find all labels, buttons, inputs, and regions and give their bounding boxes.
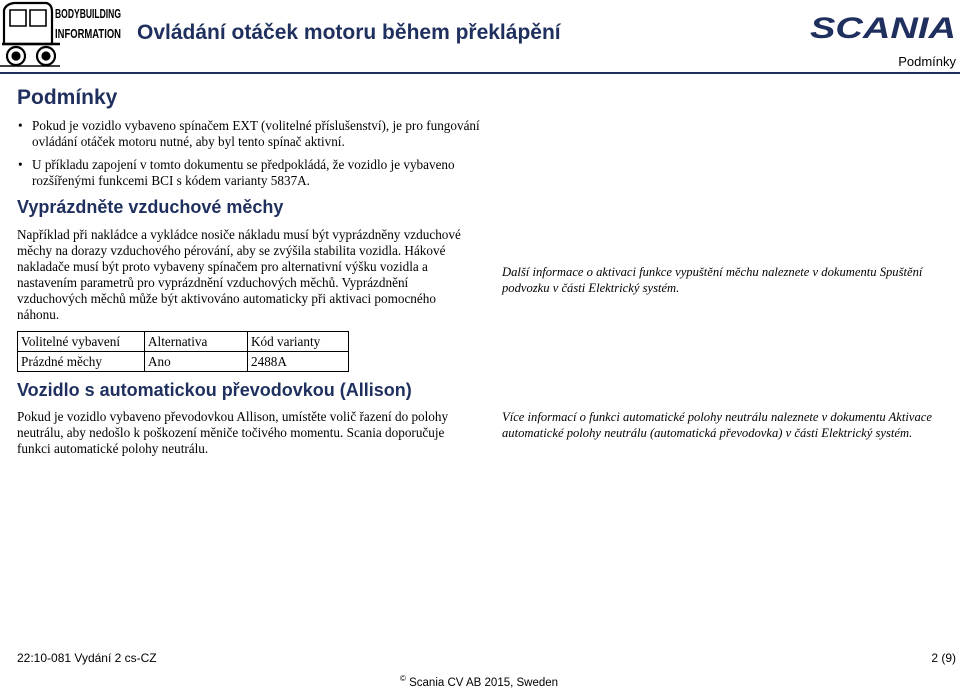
options-table	[17, 331, 349, 372]
truck-logo-icon	[0, 3, 60, 66]
table-cell: Prázdné měchy	[18, 352, 145, 372]
logo-line1: BODYBUILDING	[55, 6, 121, 21]
scania-logo-text: SCANIA	[810, 12, 956, 45]
scania-logo-icon	[810, 12, 958, 45]
allison-heading: Vozidlo s automatickou převodovkou (Allison)	[17, 380, 412, 400]
air-bellows-text: Například při nakládce a vykládce nosiče nákladu musí být vyprázdněny vzduchové měchy na dorazy vzduchového pérování, aby se zvýšila stabilita vozidla. Hákové nakladače musí být proto vybaveny spínačem pro alternativní výšku vozidla a nastavením parametrů pro vyprázdnění vzduchových měchů. Vyprázdnění vzduchových měchů může být aktivováno automaticky při aktivaci pomocného náhonu.	[17, 227, 461, 322]
table-cell: 2488A	[248, 352, 349, 372]
document-title: Ovládání otáček motoru během překlápění	[137, 21, 561, 44]
table-row	[18, 352, 349, 372]
table-header-cell: Volitelné vybavení	[18, 332, 145, 352]
header-divider	[0, 72, 960, 74]
copyright-symbol: ©	[400, 674, 406, 683]
page-number: 2 (9)	[931, 651, 956, 665]
conditions-heading: Podmínky	[17, 86, 118, 109]
conditions-list	[17, 118, 487, 196]
table-header-cell: Kód varianty	[248, 332, 349, 352]
bullet-text: U příkladu zapojení v tomto dokumentu se předpokládá, že vozidlo je vybaveno rozšířenými funkcemi BCI s kódem varianty 5837A.	[32, 157, 455, 188]
copyright-text: Scania CV AB 2015, Sweden	[409, 676, 559, 689]
allison-note: Více informací o funkci automatické polohy neutrálu naleznete v dokumentu Aktivace automatické polohy neutrálu (automatická převodovka) v části Elektrický systém.	[502, 410, 932, 440]
air-bellows-heading: Vyprázdněte vzduchové měchy	[17, 197, 284, 217]
bullet-text: Pokud je vozidlo vybaveno spínačem EXT (volitelné příslušenství), je pro fungování ovládání otáček motoru nutné, aby byl tento spínač aktivní.	[32, 118, 480, 149]
allison-text: Pokud je vozidlo vybaveno převodovkou Allison, umístěte volič řazení do polohy neutrálu, aby nedošlo k poškození měniče točivého momentu. Scania doporučuje funkci automatické polohy neutrálu.	[17, 409, 449, 456]
section-label: Podmínky	[898, 54, 956, 69]
table-header-cell: Alternativa	[145, 332, 248, 352]
list-item	[17, 157, 487, 189]
copyright	[400, 674, 558, 689]
bodybuilding-information-logo	[0, 0, 122, 74]
table-cell: Ano	[145, 352, 248, 372]
air-bellows-note: Další informace o aktivaci funkce vypuštění měchu naleznete v dokumentu Spuštění podvozku v části Elektrický systém.	[502, 265, 923, 295]
bullet-icon: •	[18, 157, 23, 172]
list-item	[17, 118, 487, 150]
table-header-row	[18, 332, 349, 352]
bullet-icon: •	[18, 118, 23, 133]
document-id: 22:10-081 Vydání 2 cs-CZ	[17, 651, 157, 665]
logo-line2: INFORMATION	[55, 26, 121, 41]
